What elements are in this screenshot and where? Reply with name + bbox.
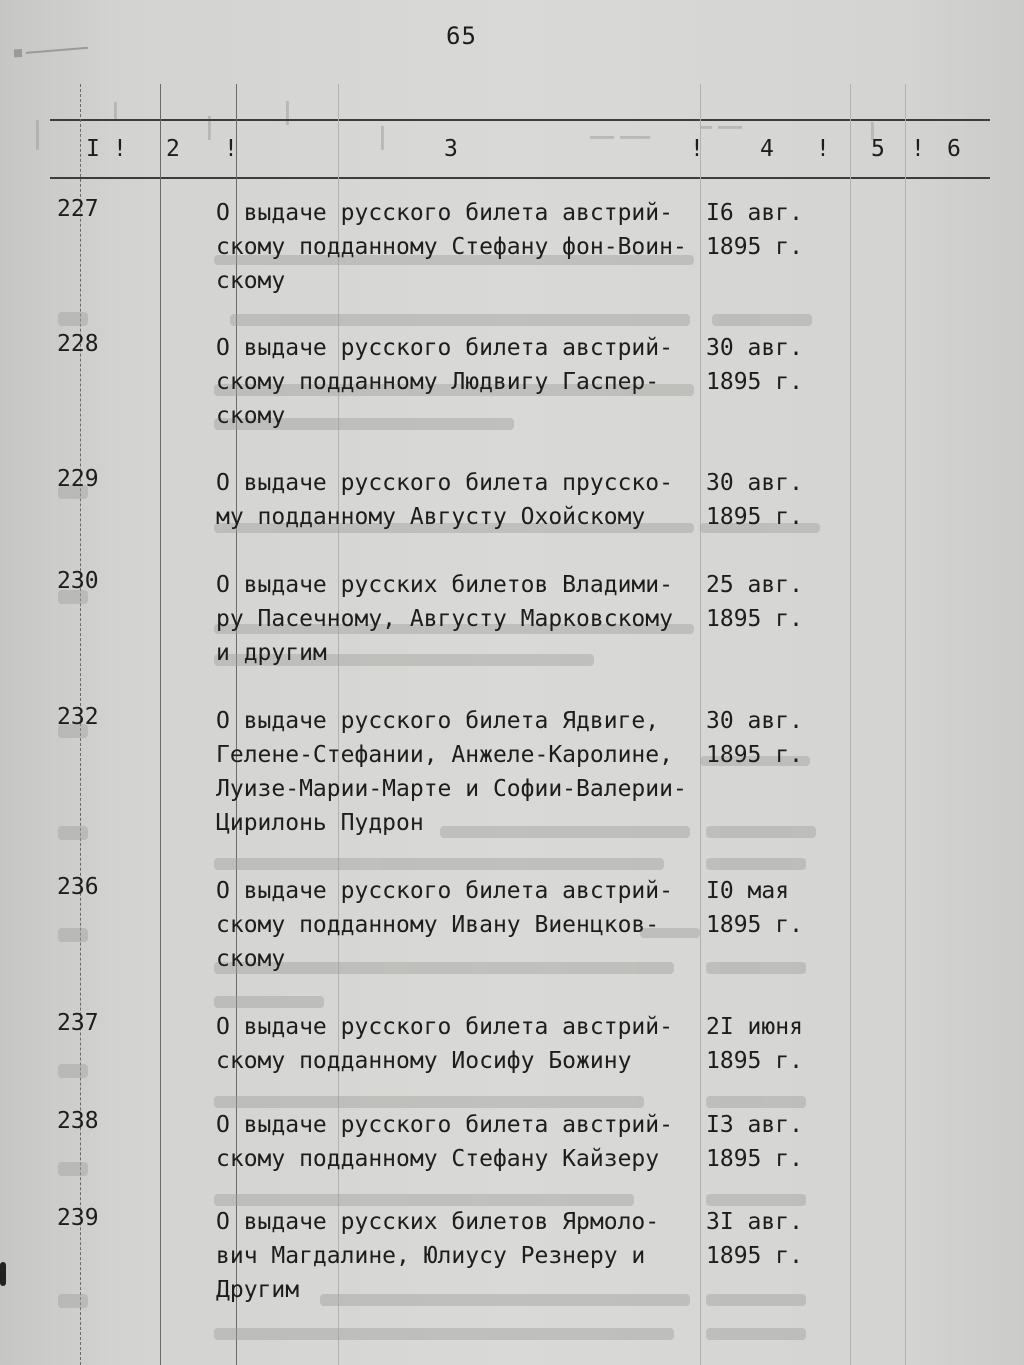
entry-date-line: 1895 г. xyxy=(706,369,803,395)
entry-text-line: му подданному Августу Охойскому xyxy=(216,504,646,530)
entry-date xyxy=(706,1010,816,1078)
header-separator: ! xyxy=(911,136,925,162)
entry-date-line: 25 авг. xyxy=(706,572,803,598)
entry-date-line: 1895 г. xyxy=(706,606,803,632)
entry-description xyxy=(216,568,706,670)
header-separator: ! xyxy=(816,136,830,162)
entry-date-line: I0 мая xyxy=(706,878,790,904)
entry-number: 232 xyxy=(57,704,99,730)
header-col-6: 6 xyxy=(947,136,961,162)
entry-date xyxy=(706,466,816,534)
entry-text-line: Луизе-Марии-Марте и Софии-Валерии- xyxy=(216,776,687,802)
entry-text-line: О выдаче русского билета австрий- xyxy=(216,200,673,226)
entry-text-line: О выдаче русского билета австрий- xyxy=(216,878,673,904)
entry-date xyxy=(706,331,816,399)
entry-text-line: Цирилонь Пудрон xyxy=(216,810,424,836)
entry-text-line: скому xyxy=(216,403,286,429)
entry-text-line: скому подданному Стефану фон-Воин- xyxy=(216,234,687,260)
entry-text-line: скому xyxy=(216,268,286,294)
svg-text:▬▬ ▬▬▬▬: ▬▬ ▬▬▬▬ xyxy=(700,122,743,133)
header-col-1: I xyxy=(86,136,100,162)
entry-date xyxy=(706,568,816,636)
entry-text-line: ру Пасечному, Августу Марковскому xyxy=(216,606,673,632)
entry-text-line: О выдаче русского билета прусско- xyxy=(216,470,673,496)
entry-date xyxy=(706,196,816,264)
entry-text-line: О выдаче русских билетов Ярмоло- xyxy=(216,1209,660,1235)
header-separator: ! xyxy=(690,136,704,162)
header-col-4: 4 xyxy=(760,136,774,162)
entry-number: 227 xyxy=(57,196,99,222)
entry-date xyxy=(706,1108,816,1176)
entry-date-line: 30 авг. xyxy=(706,335,803,361)
entry-text-line: скому подданному Людвигу Гаспер- xyxy=(216,369,660,395)
entry-number: 229 xyxy=(57,466,99,492)
entry-text-line: Гелене-Стефании, Анжеле-Каролине, xyxy=(216,742,673,768)
entry-text-line: О выдаче русского билета австрий- xyxy=(216,335,673,361)
entry-text-line: скому подданному Иосифу Божину xyxy=(216,1048,632,1074)
entry-number: 237 xyxy=(57,1010,99,1036)
header-col-5: 5 xyxy=(871,136,885,162)
entry-text-line: Другим xyxy=(216,1277,300,1303)
entry-date-line: 30 авг. xyxy=(706,708,803,734)
entry-text-line: и другим xyxy=(216,640,327,666)
entry-number: 230 xyxy=(57,568,99,594)
entry-number: 238 xyxy=(57,1108,99,1134)
header-separator: ! xyxy=(113,136,127,162)
entry-date-line: 1895 г. xyxy=(706,742,803,768)
entry-description xyxy=(216,1205,706,1307)
svg-text:▬▬▬: ▬▬▬ xyxy=(110,101,121,120)
entry-date-line: 1895 г. xyxy=(706,912,803,938)
header-col-2: 2 xyxy=(166,136,180,162)
entry-description xyxy=(216,196,706,298)
entry-date-line: 1895 г. xyxy=(706,1146,803,1172)
entry-number: 228 xyxy=(57,331,99,357)
entry-text-line: скому xyxy=(216,946,286,972)
entry-text-line: О выдаче русского билета Ядвиге, xyxy=(216,708,660,734)
entry-date xyxy=(706,874,816,942)
page-number: 65 xyxy=(446,22,477,50)
header-col-3: 3 xyxy=(444,136,458,162)
entry-description xyxy=(216,1108,706,1176)
entry-description xyxy=(216,466,706,534)
entry-description xyxy=(216,1010,706,1078)
svg-text:▬▬▬▬: ▬▬▬▬ xyxy=(377,125,388,150)
entry-text-line: скому подданному Стефану Кайзеру xyxy=(216,1146,660,1172)
svg-text:▬▬▬▬ ▬▬▬▬▬: ▬▬▬▬ ▬▬▬▬▬ xyxy=(590,132,651,143)
entry-date xyxy=(706,704,816,772)
header-separator: ! xyxy=(224,136,238,162)
entry-text-line: вич Магдалине, Юлиусу Резнеру и xyxy=(216,1243,646,1269)
entry-description xyxy=(216,874,706,976)
svg-text:▬▬▬▬: ▬▬▬▬ xyxy=(282,100,293,125)
entry-date-line: I6 авг. xyxy=(706,200,803,226)
entry-date-line: 1895 г. xyxy=(706,1048,803,1074)
entry-date-line: 2I июня xyxy=(706,1014,803,1040)
entry-description xyxy=(216,704,706,840)
entry-number: 239 xyxy=(57,1205,99,1231)
entry-date-line: 1895 г. xyxy=(706,234,803,260)
entry-date-line: 1895 г. xyxy=(706,1243,803,1269)
entry-text-line: О выдаче русских билетов Владими- xyxy=(216,572,673,598)
entry-date-line: 1895 г. xyxy=(706,504,803,530)
entry-number: 236 xyxy=(57,874,99,900)
entry-date xyxy=(706,1205,816,1273)
entry-date-line: 3I авг. xyxy=(706,1209,803,1235)
entry-date-line: I3 авг. xyxy=(706,1112,803,1138)
entry-description xyxy=(216,331,706,433)
entry-text-line: О выдаче русского билета австрий- xyxy=(216,1014,673,1040)
entry-text-line: О выдаче русского билета австрий- xyxy=(216,1112,673,1138)
svg-text:▬▬▬▬▬: ▬▬▬▬▬ xyxy=(32,119,43,150)
entry-date-line: 30 авг. xyxy=(706,470,803,496)
svg-text:▬▬▬▬: ▬▬▬▬ xyxy=(204,115,215,140)
binding-hole xyxy=(0,1262,6,1286)
entry-text-line: скому подданному Ивану Виенцков- xyxy=(216,912,660,938)
svg-text:▬▬▬: ▬▬▬ xyxy=(867,121,878,140)
